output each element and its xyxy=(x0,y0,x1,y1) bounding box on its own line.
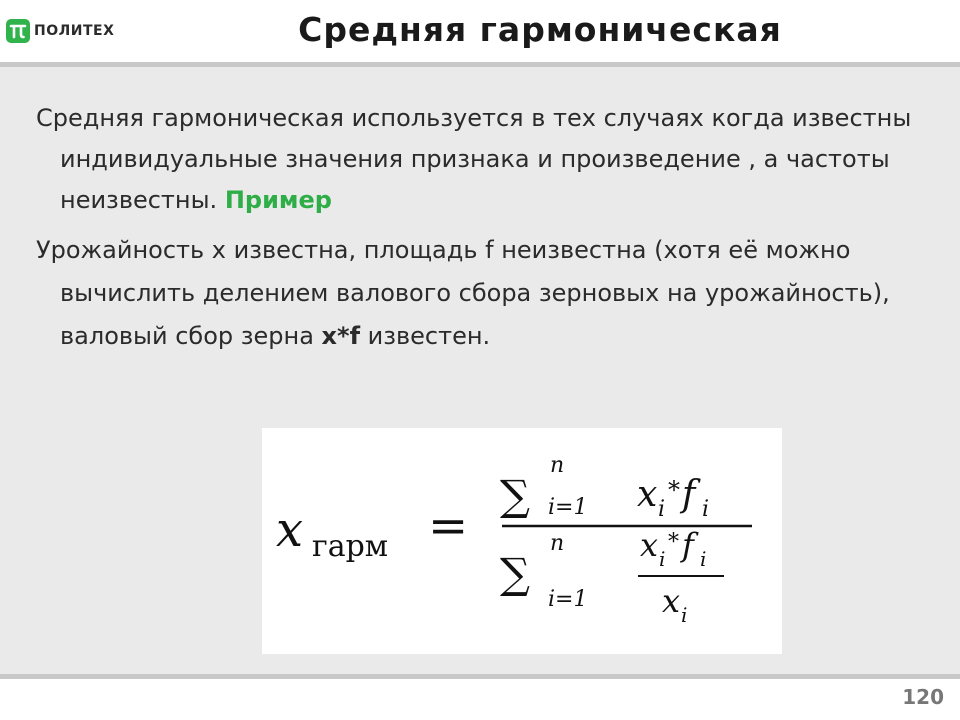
numerator-sum-upper: n xyxy=(550,453,565,478)
slide-header xyxy=(0,0,960,62)
pi-logo-icon xyxy=(6,19,30,43)
paragraph-example-tail: известен. xyxy=(360,322,491,350)
formula-lhs-sub: гарм xyxy=(312,529,389,564)
paragraph-definition-text: Средняя гармоническая используется в тех случаях когда известны индивидуальные значения признака и произведение , а частоты неизвестны. xyxy=(36,104,912,214)
formula-image xyxy=(262,428,782,654)
denominator-den-x: x xyxy=(662,582,681,620)
numerator-x-sub: i xyxy=(658,497,666,522)
numerator-x: x xyxy=(637,474,658,515)
gross-yield-formula: x*f xyxy=(321,322,361,350)
slide-title: Средняя гармоническая xyxy=(298,10,782,49)
denominator-num-f: f xyxy=(682,526,694,564)
paragraph-example xyxy=(36,229,940,358)
denominator-sum-sign: ∑ xyxy=(500,549,530,598)
harmonic-mean-formula xyxy=(262,428,782,654)
page-number: 120 xyxy=(902,685,944,709)
denominator-num-f-sub: i xyxy=(700,547,707,571)
denominator-num-star: * xyxy=(668,530,679,555)
denominator-den-x-sub: i xyxy=(681,603,688,627)
numerator-f-sub: i xyxy=(702,497,710,522)
formula-lhs-var: x xyxy=(276,502,304,558)
numerator-sum-sign: ∑ xyxy=(500,471,530,520)
politech-logo xyxy=(6,18,114,44)
formula-equals: = xyxy=(428,498,469,554)
numerator-star: * xyxy=(668,476,680,504)
paragraph-definition xyxy=(36,98,940,221)
numerator-f: f xyxy=(682,474,696,515)
denominator-num-x-sub: i xyxy=(659,547,666,571)
slide-footer xyxy=(0,679,960,720)
denominator-num-x: x xyxy=(640,526,659,564)
denominator-sum-lower: i=1 xyxy=(548,587,588,612)
logo-text: ПОЛИТЕХ xyxy=(34,23,115,39)
paragraph-example-text: Урожайность х известна, площадь f неизвестна (хотя её можно вычислить делением валового сбора зерновых на урожайность), валовый сбор зерна xyxy=(36,236,890,350)
example-label: Пример xyxy=(224,186,332,214)
numerator-sum-lower: i=1 xyxy=(548,495,588,520)
denominator-sum-upper: n xyxy=(550,531,565,556)
